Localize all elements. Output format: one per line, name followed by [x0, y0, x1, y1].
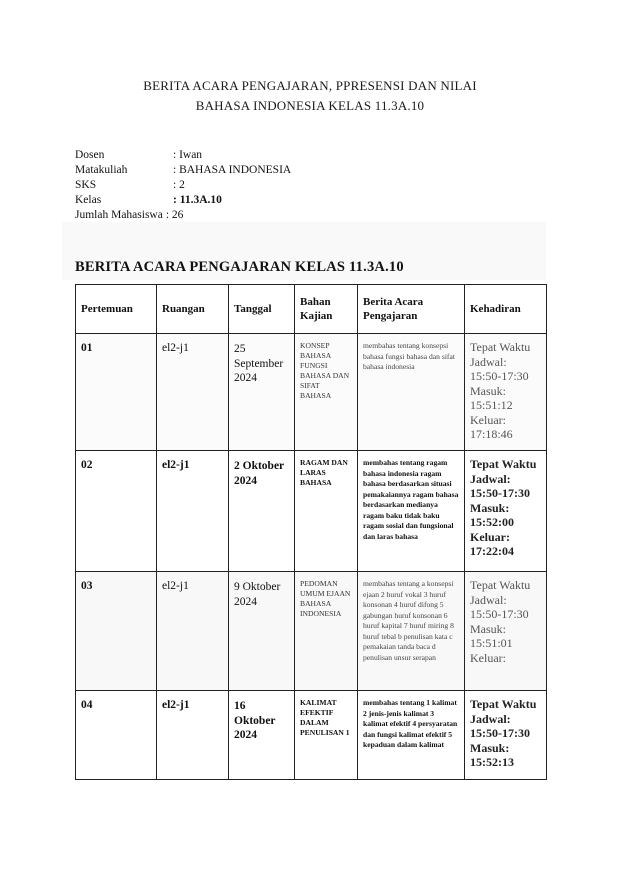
attendance-schedule-label: Jadwal:	[470, 711, 511, 726]
cell-tanggal: 16 Oktober 2024	[229, 691, 295, 780]
attendance-schedule-time: 15:50-17:30	[470, 607, 529, 621]
header-bahan-kajian: Bahan Kajian	[295, 285, 358, 334]
header-pertemuan: Pertemuan	[76, 285, 157, 334]
cell-tanggal: 9 Oktober 2024	[229, 572, 295, 691]
header-kehadiran: Kehadiran	[465, 285, 547, 334]
attendance-out-time: 17:22:04	[470, 544, 514, 558]
cell-berita-acara: membahas tentang 1 kalimat 2 jenis-jenis kalimat 3 kalimat efektif 4 persyaratan dan fungsi kalimat efektif 5 kepaduan dalam kalimat	[358, 691, 465, 780]
cell-pertemuan: 03	[76, 572, 157, 691]
cell-berita-acara: membahas tentang konsepsi bahasa fungsi bahasa dan sifat bahasa indonesia	[358, 334, 465, 451]
meta-value: : BAHASA INDONESIA	[173, 164, 292, 176]
meta-value: : 26	[165, 209, 184, 221]
document-title	[0, 76, 620, 116]
cell-kehadiran	[465, 334, 547, 451]
attendance-out-label: Keluar:	[470, 650, 506, 665]
attendance-status: Tepat Waktu	[470, 457, 537, 471]
attendance-schedule-time: 15:50-17:30	[470, 486, 530, 500]
attendance-in-label: Masuk:	[470, 383, 506, 398]
title-line-2: BAHASA INDONESIA KELAS 11.3A.10	[195, 98, 425, 113]
cell-tanggal: 2 Oktober 2024	[229, 451, 295, 572]
meta-row-dosen	[75, 148, 291, 163]
cell-pertemuan: 04	[76, 691, 157, 780]
attendance-schedule-time: 15:50-17:30	[470, 726, 530, 740]
attendance-in-label: Masuk:	[470, 740, 510, 755]
meta-label: Kelas	[75, 194, 102, 206]
cell-ruangan: el2-j1	[157, 691, 229, 780]
cell-kehadiran	[465, 451, 547, 572]
cell-berita-acara: membahas tentang a konsepsi ejaan 2 huruf vokal 3 huruf konsonan 4 huruf difong 5 gabungan huruf konsonan 6 huruf kapital 7 huruf miring 8 huruf tebal b penulisan kata c pemakaian tanda baca d penulisan unsur serapan	[358, 572, 465, 691]
section-title: BERITA ACARA PENGAJARAN KELAS 11.3A.10	[75, 259, 404, 275]
cell-bahan-kajian: KALIMAT EFEKTIF DALAM PENULISAN 1	[295, 691, 358, 780]
meta-value: : 11.3A.10	[173, 194, 222, 206]
meta-value: : Iwan	[173, 149, 203, 161]
cell-bahan-kajian: RAGAM DAN LARAS BAHASA	[295, 451, 358, 572]
attendance-status: Tepat Waktu	[470, 697, 537, 711]
attendance-schedule-label: Jadwal:	[470, 471, 511, 486]
meta-value: : 2	[173, 179, 185, 191]
attendance-status: Tepat Waktu	[470, 578, 531, 592]
table-row	[76, 572, 547, 691]
title-line-1: BERITA ACARA PENGAJARAN, PPRESENSI DAN NILAI	[143, 78, 477, 93]
meta-row-kelas	[75, 193, 291, 208]
attendance-in-time: 15:52:13	[470, 755, 514, 769]
attendance-in-label: Masuk:	[470, 621, 506, 636]
cell-ruangan: el2-j1	[157, 451, 229, 572]
attendance-in-time: 15:51:01	[470, 636, 513, 650]
attendance-schedule-label: Jadwal:	[470, 354, 507, 369]
cell-berita-acara: membahas tentang ragam bahasa indonesia ragam bahasa berdasarkan situasi pemakaiannya ragam bahasa berdasarkan medianya ragam baku tidak baku ragam sosial dan fungsional dan laras bahasa	[358, 451, 465, 572]
cell-ruangan: el2-j1	[157, 334, 229, 451]
cell-kehadiran	[465, 691, 547, 780]
meta-row-jumlah-mahasiswa	[75, 208, 291, 223]
table-row	[76, 334, 547, 451]
table-header-row	[76, 285, 547, 334]
meta-label: Jumlah Mahasiswa	[75, 209, 163, 221]
attendance-schedule-time: 15:50-17:30	[470, 369, 529, 383]
cell-tanggal: 25 September 2024	[229, 334, 295, 451]
table-row	[76, 451, 547, 572]
header-ruangan: Ruangan	[157, 285, 229, 334]
attendance-out-time: 17:18:46	[470, 427, 513, 441]
cell-pertemuan: 01	[76, 334, 157, 451]
table-row	[76, 691, 547, 780]
course-info	[75, 148, 291, 223]
cell-ruangan: el2-j1	[157, 572, 229, 691]
attendance-schedule-label: Jadwal:	[470, 592, 507, 607]
attendance-out-label: Keluar:	[470, 412, 506, 427]
cell-pertemuan: 02	[76, 451, 157, 572]
header-tanggal: Tanggal	[229, 285, 295, 334]
attendance-in-label: Masuk:	[470, 500, 510, 515]
attendance-in-time: 15:51:12	[470, 398, 513, 412]
attendance-in-time: 15:52:00	[470, 515, 514, 529]
meta-row-sks	[75, 178, 291, 193]
attendance-out-label: Keluar:	[470, 529, 510, 544]
meta-label: Matakuliah	[75, 164, 128, 176]
attendance-status: Tepat Waktu	[470, 340, 531, 354]
meta-row-matakuliah	[75, 163, 291, 178]
cell-bahan-kajian: PEDOMAN UMUM EJAAN BAHASA INDONESIA	[295, 572, 358, 691]
meta-label: SKS	[75, 179, 97, 191]
cell-bahan-kajian: KONSEP BAHASA FUNGSI BAHASA DAN SIFAT BAHASA	[295, 334, 358, 451]
teaching-log-table	[75, 284, 547, 780]
header-berita-acara: Berita Acara Pengajaran	[358, 285, 465, 334]
meta-label: Dosen	[75, 149, 105, 161]
cell-kehadiran	[465, 572, 547, 691]
